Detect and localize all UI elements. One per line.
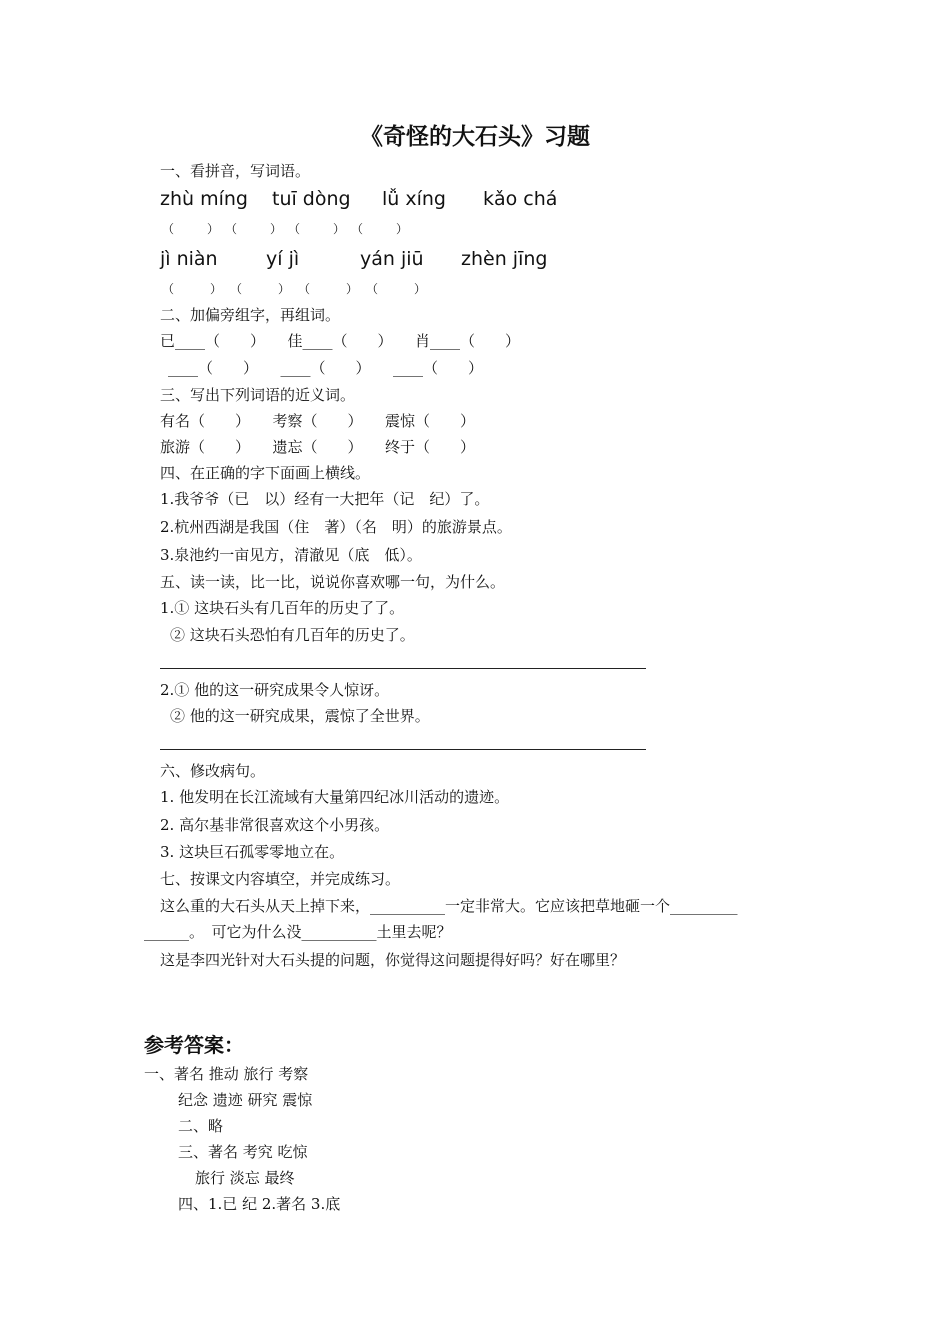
- exercise-line: 有名（ ） 考察（ ） 震惊（ ）: [160, 412, 476, 430]
- pinyin-item: tuī dòng: [272, 188, 351, 210]
- pinyin-item: zhù míng: [160, 188, 248, 210]
- pinyin-item: jì niàn: [160, 248, 218, 270]
- section-3-heading: 三、写出下列词语的近义词。: [160, 386, 356, 404]
- exercise-line: 1.① 这块石头有几百年的历史了了。: [160, 599, 405, 617]
- section-5-heading: 五、读一读，比一比，说说你喜欢哪一句，为什么。: [160, 573, 506, 591]
- answers-heading: 参考答案：: [144, 1033, 244, 1057]
- answer-line-text: 二、略: [178, 1117, 224, 1135]
- pinyin-item: lǚ xíng: [382, 188, 446, 210]
- exercise-line: 3.泉池约一亩见方，清澈见（底 低）。: [160, 546, 422, 564]
- section-7-heading: 七、按课文内容填空，并完成练习。: [160, 870, 401, 888]
- answer-line-text: 纪念 遗迹 研究 震惊: [178, 1091, 313, 1109]
- exercise-line: 旅游（ ） 遗忘（ ） 终于（ ）: [160, 438, 476, 456]
- answer-line-text: 一、著名 推动 旅行 考察: [144, 1065, 309, 1083]
- pinyin-item: zhèn jīng: [461, 248, 548, 270]
- answer-line-text: 三、著名 考究 吃惊: [178, 1143, 308, 1161]
- exercise-line: 2.① 他的这一研究成果令人惊讶。: [160, 681, 390, 699]
- answer-blanks: （ ） （ ） （ ） （ ）: [162, 282, 431, 296]
- answer-line: [160, 749, 646, 750]
- pinyin-item: yí jì: [266, 248, 300, 270]
- exercise-line: 已____（ ） 佳____（ ） 肖____（ ）: [160, 332, 521, 350]
- exercise-line: 这么重的大石头从天上掉下来，__________一定非常大。它应该把草地砸一个_________: [160, 897, 738, 915]
- answer-blanks: （ ） （ ） （ ） （ ）: [162, 222, 412, 236]
- section-1-heading: 一、看拼音，写词语。: [160, 162, 311, 180]
- section-4-heading: 四、在正确的字下面画上横线。: [160, 464, 371, 482]
- exercise-line: 2. 高尔基非常很喜欢这个小男孩。: [160, 816, 390, 834]
- exercise-line: ② 这块石头恐怕有几百年的历史了。: [170, 626, 415, 644]
- answer-line-text: 四、1.已 纪 2.著名 3.底: [178, 1195, 341, 1213]
- answer-line-text: 旅行 淡忘 最终: [195, 1169, 295, 1187]
- exercise-line: 1. 他发明在长江流域有大量第四纪冰川活动的遗迹。: [160, 788, 510, 806]
- section-2-heading: 二、加偏旁组字，再组词。: [160, 306, 341, 324]
- exercise-line: 2.杭州西湖是我国（住 著）（名 明）的旅游景点。: [160, 518, 512, 536]
- answer-line: [160, 668, 646, 669]
- section-6-heading: 六、修改病句。: [160, 762, 266, 780]
- page-title: 《奇怪的大石头》习题: [360, 123, 590, 150]
- exercise-line: ______。 可它为什么没__________土里去呢？: [144, 923, 452, 941]
- pinyin-item: kǎo chá: [483, 188, 558, 210]
- exercise-line: 这是李四光针对大石头提的问题，你觉得这问题提得好吗？好在哪里？: [160, 951, 626, 969]
- exercise-line: 1.我爷爷（已 以）经有一大把年（记 纪）了。: [160, 490, 490, 508]
- exercise-line: ____（ ） ____（ ） ____（ ）: [168, 359, 484, 377]
- exercise-line: ② 他的这一研究成果，震惊了全世界。: [170, 707, 430, 725]
- exercise-line: 3. 这块巨石孤零零地立在。: [160, 843, 345, 861]
- pinyin-item: yán jiū: [360, 248, 424, 270]
